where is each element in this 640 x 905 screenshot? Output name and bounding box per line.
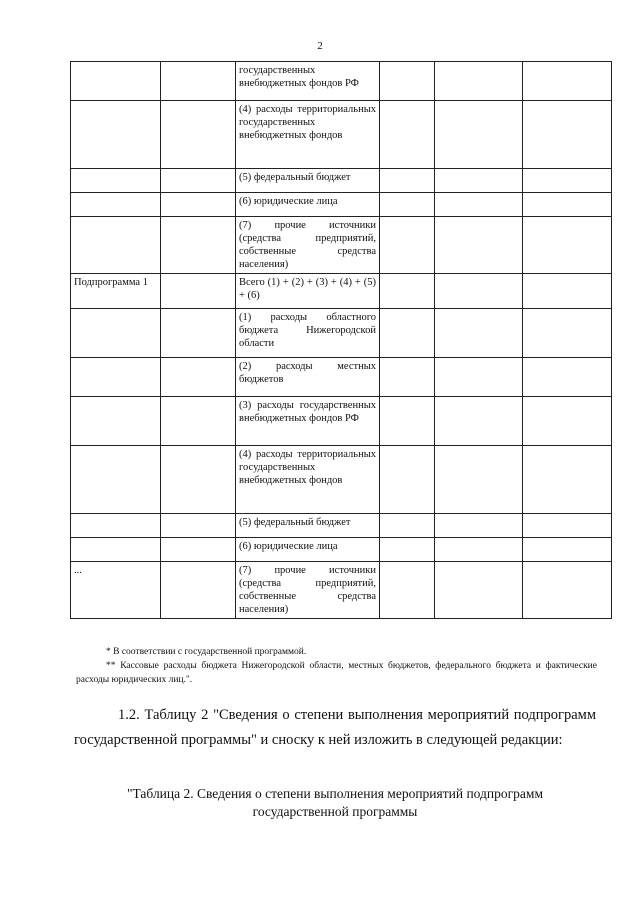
value-cell xyxy=(380,274,435,309)
value-cell xyxy=(523,193,612,217)
value-cell xyxy=(380,562,435,619)
value-cell xyxy=(380,169,435,193)
source-cell: (4) расходы территориальных государственных внебюджетных фондов xyxy=(236,101,380,169)
value-cell xyxy=(435,446,523,514)
footnote-1: * В соответствии с государственной программой. xyxy=(106,647,307,657)
value-cell xyxy=(380,514,435,538)
value-cell xyxy=(435,193,523,217)
value-cell xyxy=(380,397,435,446)
row-label-cell xyxy=(71,358,161,397)
value-cell xyxy=(523,309,612,358)
source-cell: (5) федеральный бюджет xyxy=(236,169,380,193)
code-cell xyxy=(161,193,236,217)
table-row xyxy=(71,101,612,169)
code-cell xyxy=(161,62,236,101)
value-cell xyxy=(380,217,435,274)
value-cell xyxy=(523,217,612,274)
value-cell xyxy=(435,309,523,358)
value-cell xyxy=(435,358,523,397)
amendment-paragraph: 1.2. Таблицу 2 "Сведения о степени выполнения мероприятий подпрограмм государственной программы" и сноску к ней изложить в следующей редакции: xyxy=(74,707,596,748)
source-cell: Всего (1) + (2) + (3) + (4) + (5) + (6) xyxy=(236,274,380,309)
row-label-cell: Подпрограмма 1 xyxy=(71,274,161,309)
source-cell: (7) прочие источники (средства предприятий, собственные средства населения) xyxy=(236,562,380,619)
value-cell xyxy=(380,193,435,217)
value-cell xyxy=(523,274,612,309)
source-cell: (2) расходы местных бюджетов xyxy=(236,358,380,397)
source-cell: (5) федеральный бюджет xyxy=(236,514,380,538)
table-row xyxy=(71,169,612,193)
source-cell: (7) прочие источники (средства предприятий, собственные средства населения) xyxy=(236,217,380,274)
value-cell xyxy=(380,62,435,101)
value-cell xyxy=(523,358,612,397)
value-cell xyxy=(380,538,435,562)
code-cell xyxy=(161,514,236,538)
value-cell xyxy=(523,446,612,514)
value-cell xyxy=(435,397,523,446)
table-caption: "Таблица 2. Сведения о степени выполнения мероприятий подпрограмм государственной программы xyxy=(127,786,543,819)
source-cell: (6) юридические лица xyxy=(236,193,380,217)
page-number: 2 xyxy=(317,40,323,52)
table-row xyxy=(71,358,612,397)
footnote-2: ** Кассовые расходы бюджета Нижегородской области, местных бюджетов, федерального бюджета и фактические расходы юридических лиц.". xyxy=(76,661,597,685)
value-cell xyxy=(523,62,612,101)
value-cell xyxy=(435,217,523,274)
table-row xyxy=(71,274,612,309)
row-label-cell xyxy=(71,101,161,169)
code-cell xyxy=(161,217,236,274)
source-cell: государственных внебюджетных фондов РФ xyxy=(236,62,380,101)
row-label-cell xyxy=(71,514,161,538)
value-cell xyxy=(435,538,523,562)
source-cell: (1) расходы областного бюджета Нижегородской области xyxy=(236,309,380,358)
code-cell xyxy=(161,274,236,309)
value-cell xyxy=(435,101,523,169)
row-label-cell xyxy=(71,538,161,562)
code-cell xyxy=(161,562,236,619)
code-cell xyxy=(161,538,236,562)
row-label-cell xyxy=(71,397,161,446)
value-cell xyxy=(523,101,612,169)
row-label-cell xyxy=(71,62,161,101)
value-cell xyxy=(380,309,435,358)
table-row xyxy=(71,446,612,514)
source-cell: (6) юридические лица xyxy=(236,538,380,562)
table-row xyxy=(71,193,612,217)
row-label-cell xyxy=(71,309,161,358)
code-cell xyxy=(161,358,236,397)
value-cell xyxy=(523,169,612,193)
source-cell: (3) расходы государственных внебюджетных фондов РФ xyxy=(236,397,380,446)
table-row xyxy=(71,514,612,538)
code-cell xyxy=(161,397,236,446)
expenditure-table xyxy=(70,61,612,619)
code-cell xyxy=(161,101,236,169)
source-cell: (4) расходы территориальных государственных внебюджетных фондов xyxy=(236,446,380,514)
row-label-cell xyxy=(71,446,161,514)
row-label-cell xyxy=(71,193,161,217)
value-cell xyxy=(435,169,523,193)
value-cell xyxy=(435,562,523,619)
table-row xyxy=(71,397,612,446)
value-cell xyxy=(523,562,612,619)
table-row xyxy=(71,538,612,562)
table-row xyxy=(71,217,612,274)
value-cell xyxy=(435,514,523,538)
row-label-cell: ... xyxy=(71,562,161,619)
value-cell xyxy=(435,62,523,101)
row-label-cell xyxy=(71,217,161,274)
row-label-cell xyxy=(71,169,161,193)
code-cell xyxy=(161,169,236,193)
table-row xyxy=(71,562,612,619)
code-cell xyxy=(161,309,236,358)
value-cell xyxy=(380,358,435,397)
value-cell xyxy=(435,274,523,309)
value-cell xyxy=(523,514,612,538)
table-body xyxy=(71,62,612,619)
code-cell xyxy=(161,446,236,514)
value-cell xyxy=(523,538,612,562)
value-cell xyxy=(523,397,612,446)
table-row xyxy=(71,62,612,101)
value-cell xyxy=(380,101,435,169)
value-cell xyxy=(380,446,435,514)
table-row xyxy=(71,309,612,358)
